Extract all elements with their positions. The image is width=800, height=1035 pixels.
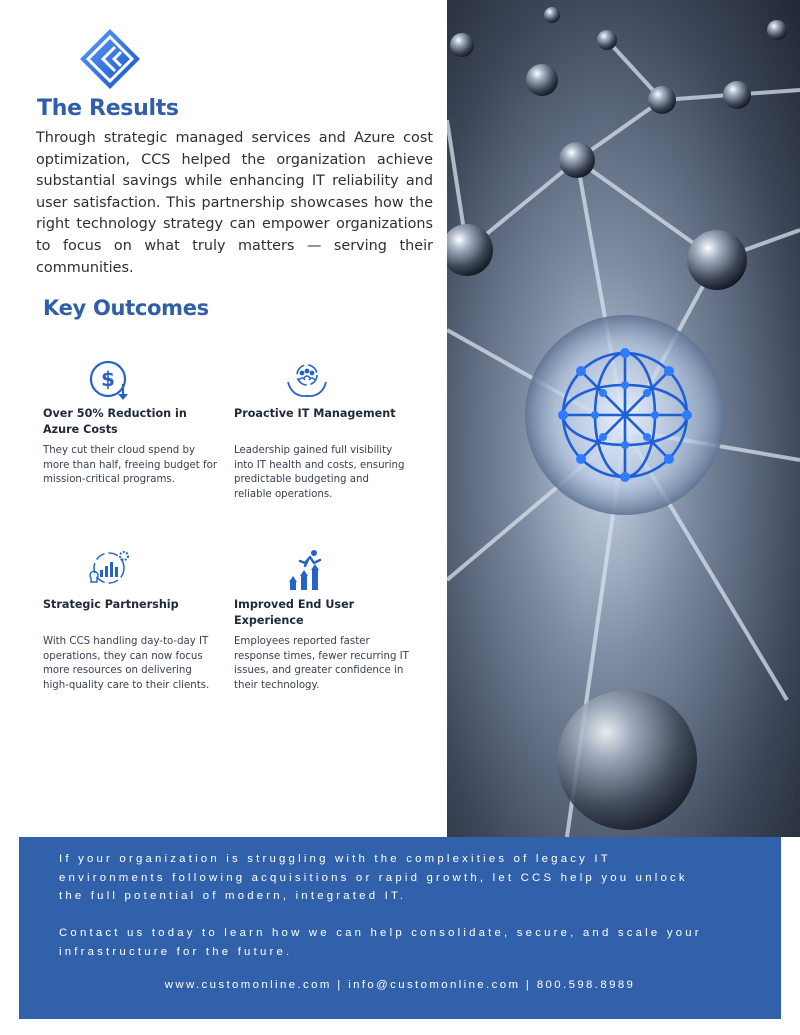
outcome-body: They cut their cloud spend by more than half, freeing budget for mission-critical programs. [43,445,218,485]
dollar-down-icon [87,358,133,404]
strategy-growth-icon [87,548,133,594]
results-title: The Results [37,96,179,121]
outcome-title: Over 50% Reduction in Azure Costs [43,407,187,436]
outcome-title: Improved End User Experience [234,598,355,627]
people-support-icon [284,358,330,404]
ccs-logo [79,28,141,90]
network-spheres-image [447,0,800,837]
rising-person-icon [284,548,330,594]
cta-paragraph-1: If your organization is struggling with the complexities of legacy IT environments following acquisitions or rapid growth, let CCS help you unlock the full potential of modern, integrated IT. [59,853,688,902]
outcome-body: Leadership gained full visibility into IT health and costs, ensuring predictable budgeting and reliable operations. [234,445,405,500]
outcome-title: Proactive IT Management [234,407,396,420]
outcome-title: Strategic Partnership [43,598,179,611]
cta-paragraph-2: Contact us today to learn how we can help consolidate, secure, and scale your infrastructure for the future. [59,927,702,958]
results-body: Through strategic managed services and Azure cost optimization, CCS helped the organization achieve substantial savings while enhancing IT reliability and user satisfaction. This partnership showcases how the right technology strategy can empower organizations to focus on what truly matters — serving their communities. [36,130,433,276]
contact-line[interactable]: www.customonline.com | info@customonline.com | 800.598.8989 [164,979,636,991]
key-outcomes-title: Key Outcomes [43,296,209,320]
cta-banner [19,837,781,1019]
svg-text:$: $ [101,367,115,391]
outcome-body: With CCS handling day-to-day IT operations, they can now focus more resources on delivering high-quality care to their clients. [43,636,210,691]
outcome-body: Employees reported faster response times, fewer recurring IT issues, and greater confidence in their technology. [234,636,409,691]
